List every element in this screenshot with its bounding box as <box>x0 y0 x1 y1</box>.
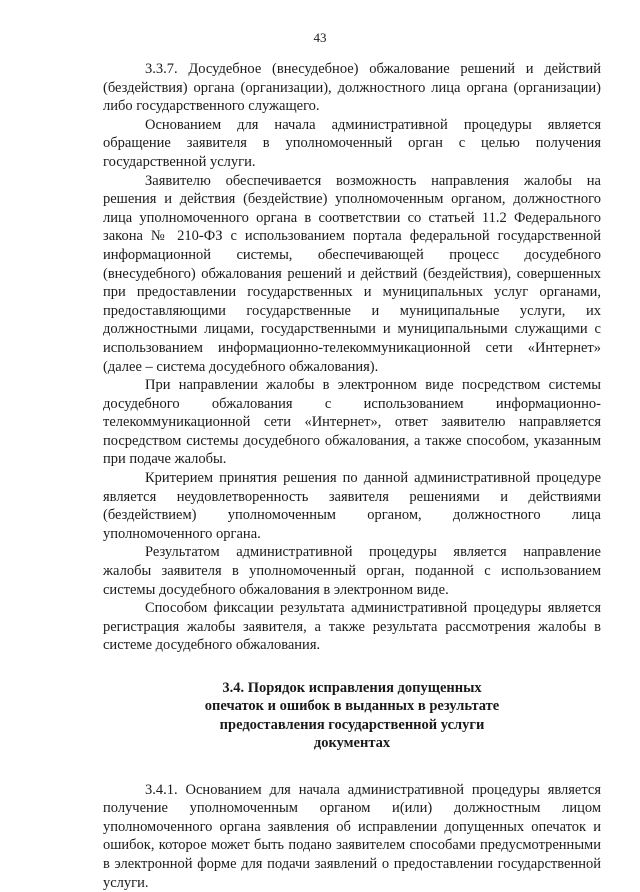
document-body <box>103 60 601 892</box>
paragraph: При направлении жалобы в электронном виде посредством системы досудебного обжалования с использованием информационно-телекоммуникационной сети «Интернет», ответ заявителю направляется посредством системы досудебного обжалования, а также способом, указанным при подаче жалобы. <box>103 377 601 468</box>
section-heading-line: документах <box>313 735 391 752</box>
paragraph: Способом фиксации результата административной процедуры является регистрация жалобы заявителя, а также результата рассмотрения жалобы в системе досудебного обжалования. <box>103 600 601 654</box>
paragraph: 3.3.7. Досудебное (внесудебное) обжалование решений и действий (бездействия) органа (организации), должностного лица органа (организации) либо государственного служащего. <box>103 61 601 115</box>
section-heading-line: опечаток и ошибок в выданных в результате <box>204 698 500 715</box>
paragraph: Заявителю обеспечивается возможность направления жалобы на решения и действия (бездействие) уполномоченным органом, должностного лица уполномоченного органа в соответствии со статьей 11.2 Федерального закона № 210-ФЗ с использованием портала федеральной государственной информационной системы, обеспечивающей процесс досудебного (внесудебного) обжалования решений и действий (бездействия), совершенных при предоставлении государственных и муниципальных услуг органами, предоставляющими государственные и муниципальные услуги, их должностными лицами, государственными и муниципальными служащими с использованием информационно-телекоммуникационной сети «Интернет» (далее – система досудебного обжалования). <box>103 172 601 375</box>
section-heading-line: предоставления государственной услуги <box>219 716 485 733</box>
paragraph: Критерием принятия решения по данной административной процедуре является неудовлетворенность заявителя решениями и действиями (бездействием) уполномоченным органом, должностного лица уполномоченного органа. <box>103 470 601 542</box>
section-heading <box>103 679 601 753</box>
paragraph: Основанием для начала административной процедуры является обращение заявителя в уполномоченный орган с целью получения государственной услуги. <box>103 116 601 170</box>
section-heading-line: 3.4. Порядок исправления допущенных <box>222 680 482 696</box>
paragraph: 3.4.1. Основанием для начала административной процедуры является получение уполномоченным органом и(или) должностным лицом уполномоченного органа заявления об исправлении допущенных опечаток и ошибок, которое может быть подано заявителем способами предусмотренными в электронной форме для подачи заявлений о предоставлении государственной услуги. <box>103 781 601 891</box>
page-number: 43 <box>313 30 327 45</box>
paragraph: Результатом административной процедуры является направление жалобы заявителя в уполномоченный орган, поданной с использованием системы досудебного обжалования в электронном виде. <box>103 544 601 598</box>
